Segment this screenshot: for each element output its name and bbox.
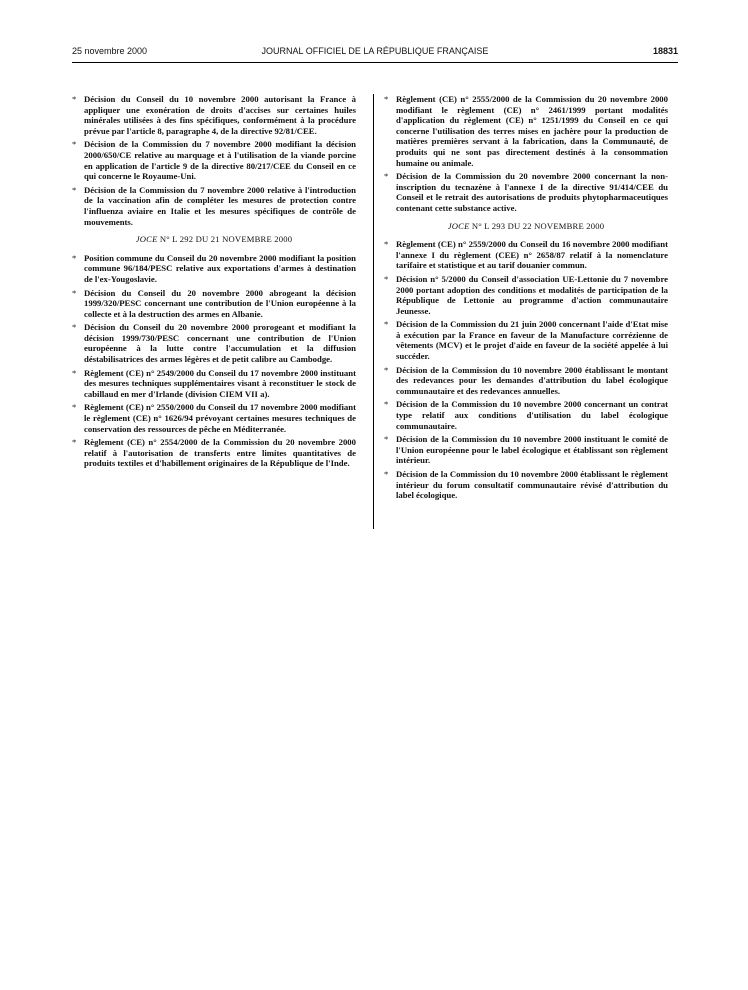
- item-text: Décision de la Commission du 21 juin 2000 concernant l'aide d'Etat mise à exécution par la France en faveur de la Manufacture corrézienne de vêtements (MCV) et le projet d'aide en faveur de la société appelée à lui succéder.: [396, 319, 668, 362]
- bullet-star: *: [384, 434, 389, 445]
- column-divider: [373, 94, 374, 529]
- bullet-star: *: [72, 252, 77, 263]
- header-page-number: 18831: [652, 46, 678, 56]
- item-text: Décision de la Commission du 10 novembre 2000 établissant le montant des redevances pour les demandes d'attribution du label écologique communautaire et des redevances annuelles.: [396, 364, 668, 396]
- list-item: [384, 469, 668, 501]
- item-text: Décision du Conseil du 20 novembre 2000 abrogeant la décision 1999/320/PESC concernant une contribution de l'Union européenne à la collecte et à la destruction des armes en Albanie.: [84, 287, 356, 319]
- list-item: [72, 253, 356, 285]
- bullet-star: *: [384, 319, 389, 330]
- list-item: [384, 319, 668, 361]
- item-text: Règlement (CE) n° 2549/2000 du Conseil du 17 novembre 2000 instituant des mesures techniques supplémentaires visant à reconstituer le stock de cabillaud en mer d'Irlande (division CIEM VII a).: [84, 367, 356, 399]
- list-item: [384, 274, 668, 316]
- bullet-star: *: [72, 287, 77, 298]
- header-title: JOURNAL OFFICIEL DE LA RÉPUBLIQUE FRANÇAISE: [261, 46, 489, 56]
- list-item: [72, 139, 356, 181]
- list-item: [72, 322, 356, 364]
- item-text: Décision de la Commission du 7 novembre 2000 modifiant la décision 2000/650/CE relative au marquage et à l'utilisation de la viande porcine en application de l'article 9 de la directive 80/217/CEE du Conseil en ce qui concerne le Royaume-Uni.: [84, 139, 356, 182]
- bullet-star: *: [72, 367, 77, 378]
- item-text: Règlement (CE) n° 2550/2000 du Conseil du 17 novembre 2000 modifiant le règlement (CE) n° 1626/94 prévoyant certaines mesures techniques de conservation des ressources de pêche en Méditerranée.: [84, 402, 356, 434]
- section-heading-joce: JOCE: [447, 220, 470, 231]
- bullet-star: *: [72, 437, 77, 448]
- bullet-star: *: [384, 399, 389, 410]
- list-item: [72, 368, 356, 400]
- list-item: [72, 402, 356, 434]
- bullet-star: *: [384, 171, 389, 182]
- bullet-star: *: [72, 402, 77, 413]
- bullet-star: *: [384, 273, 389, 284]
- section-heading-text: N° L 292 DU 21 NOVEMBRE 2000: [159, 234, 293, 245]
- bullet-star: *: [72, 139, 77, 150]
- item-text: Décision de la Commission du 10 novembre 2000 instituant le comité de l'Union européenne pour le label écologique et établissant son règlement intérieur.: [396, 434, 668, 466]
- item-text: Position commune du Conseil du 20 novembre 2000 modifiant la position commune 96/184/PESC relative aux exportations d'armes à destination de l'ex-Yougoslavie.: [84, 252, 356, 284]
- list-item: [72, 185, 356, 227]
- item-text: Décision de la Commission du 10 novembre 2000 établissant le règlement intérieur du forum consultatif communautaire révisé d'attribution du label écologique.: [396, 469, 668, 501]
- bullet-star: *: [72, 184, 77, 195]
- item-text: Décision du Conseil du 20 novembre 2000 prorogeant et modifiant la décision 1999/730/PESC concernant une contribution de l'Union européenne à la lutte contre l'accumulation et la diffusion déstabilisatrices des armes légères et de petit calibre au Cambodge.: [84, 322, 356, 365]
- list-item: [384, 365, 668, 397]
- bullet-star: *: [72, 94, 77, 104]
- section-heading-joce: JOCE: [135, 234, 158, 245]
- item-text: Règlement (CE) n° 2554/2000 de la Commission du 20 novembre 2000 relatif à l'autorisation de transferts entre limites quantitatives de produits textiles et d'habillement originaires de la République de l'Inde.: [84, 437, 356, 469]
- header-date: 25 novembre 2000: [72, 46, 148, 56]
- list-item: [72, 94, 356, 136]
- list-item: [384, 434, 668, 466]
- section-heading: [384, 221, 668, 232]
- bullet-star: *: [384, 239, 389, 250]
- item-text: Décision de la Commission du 20 novembre 2000 concernant la non-inscription du tecnazène à l'annexe I de la directive 91/414/CEE du Conseil et le retrait des autorisations de produits phytopharmaceutiques contenant cette substance active.: [396, 171, 668, 213]
- left-column: [72, 94, 356, 472]
- item-text: Décision de la Commission du 10 novembre 2000 concernant un contrat type relatif aux conditions d'utilisation du label écologique communautaire.: [396, 399, 668, 431]
- section-heading: [72, 234, 356, 245]
- list-item: [384, 239, 668, 271]
- list-item: [384, 399, 668, 431]
- page-header: [72, 46, 678, 60]
- list-item: [384, 171, 668, 213]
- item-text: Règlement (CE) n° 2555/2000 de la Commission du 20 novembre 2000 modifiant le règlement (CE) n° 2461/1999 portant modalités d'application du règlement (CE) n° 1251/1999 du Conseil en ce qui concerne l'utilisation des terres mises en jachère pour la production de matières premières servant à la fabrication, dans la Communauté, de produits qui ne sont pas directement destinés à la consommation humaine ou animale.: [396, 94, 668, 168]
- right-column: [384, 94, 668, 504]
- item-text: Décision n° 5/2000 du Conseil d'association UE-Lettonie du 7 novembre 2000 portant adoption des conditions et modalités de participation de la République de Lettonie au programme d'action communautaire Jeunesse.: [396, 273, 668, 316]
- list-item: [384, 94, 668, 168]
- list-item: [72, 288, 356, 320]
- bullet-star: *: [384, 94, 389, 104]
- header-rule: [72, 62, 678, 63]
- item-text: Décision du Conseil du 10 novembre 2000 autorisant la France à appliquer une exonération de droits d'accises sur certaines huiles minérales utilisées à des fins spécifiques, conformément à la procédure prévue par l'article 8, paragraphe 4, de la directive 92/81/CEE.: [84, 94, 356, 136]
- list-item: [72, 437, 356, 469]
- section-heading-text: N° L 293 DU 22 NOVEMBRE 2000: [471, 220, 605, 231]
- item-text: Décision de la Commission du 7 novembre 2000 relative à l'introduction de la vaccination afin de compléter les mesures de protection contre l'influenza aviaire en Italie et les mesures spécifiques de contrôle de mouvements.: [84, 184, 356, 227]
- bullet-star: *: [384, 469, 389, 479]
- bullet-star: *: [72, 322, 77, 333]
- bullet-star: *: [384, 364, 389, 375]
- item-text: Règlement (CE) n° 2559/2000 du Conseil du 16 novembre 2000 modifiant l'annexe I du règlement (CEE) n° 2658/87 relatif à la nomenclature tarifaire et statistique et au tarif douanier commun.: [396, 239, 668, 271]
